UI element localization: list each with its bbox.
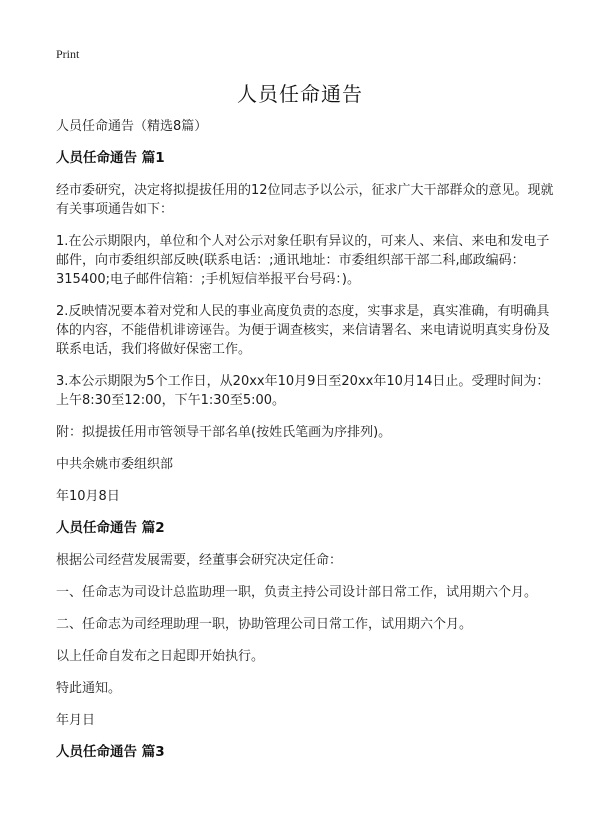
- document-subtitle: 人员任命通告（精选8篇）: [56, 119, 208, 134]
- section-1-paragraph-4: 3.本公示期限为5个工作日，从20xx年10月9日至20xx年10月14日止。受理时间为：上午8:30至12:00，下午1:30至5:00。: [56, 374, 550, 408]
- section-1-paragraph-5: 附：拟提拔任用市管领导干部名单(按姓氏笔画为序排列)。: [56, 425, 392, 440]
- section-2-paragraph-1: 根据公司经营发展需要，经董事会研究决定任命：: [56, 553, 343, 568]
- section-1-signature: 中共余姚市委组织部: [56, 457, 174, 472]
- section-2-paragraph-2: 一、任命志为司设计总监助理一职，负责主持公司设计部日常工作，试用期六个月。: [56, 585, 538, 600]
- section-2-paragraph-5: 特此通知。: [56, 681, 122, 696]
- section-heading-1: 人员任命通告 篇1: [56, 150, 165, 166]
- section-1-paragraph-2: 1.在公示期限内，单位和个人对公示对象任职有异议的，可来人、来信、来电和发电子邮件，向市委组织部反映(联系电话：;通讯地址：市委组织部干部二科,邮政编码：315400;电子邮件信箱：;手机短信举报平台号码：)。: [56, 234, 550, 287]
- section-1-paragraph-1: 经市委研究，决定将拟提拔任用的12位同志予以公示，征求广大干部群众的意见。现就有关事项通告如下：: [56, 183, 554, 217]
- section-2-date: 年月日: [56, 713, 96, 728]
- section-1-paragraph-3: 2.反映情况要本着对党和人民的事业高度负责的态度，实事求是，真实准确，有明确具体的内容，不能借机诽谤诬告。为便于调查核实，来信请署名、来电请说明真实身份及联系电话，我们将做好保密工作。: [56, 304, 551, 357]
- section-1-date: 年10月8日: [56, 489, 120, 504]
- print-link[interactable]: Print: [56, 47, 80, 61]
- section-heading-2: 人员任命通告 篇2: [56, 520, 165, 536]
- section-heading-3: 人员任命通告 篇3: [56, 744, 165, 760]
- section-2-paragraph-3: 二、任命志为司经理助理一职，协助管理公司日常工作，试用期六个月。: [56, 617, 473, 632]
- document-title: 人员任命通告: [237, 82, 363, 106]
- section-2-paragraph-4: 以上任命自发布之日起即开始执行。: [56, 649, 265, 664]
- document-body: [56, 117, 556, 775]
